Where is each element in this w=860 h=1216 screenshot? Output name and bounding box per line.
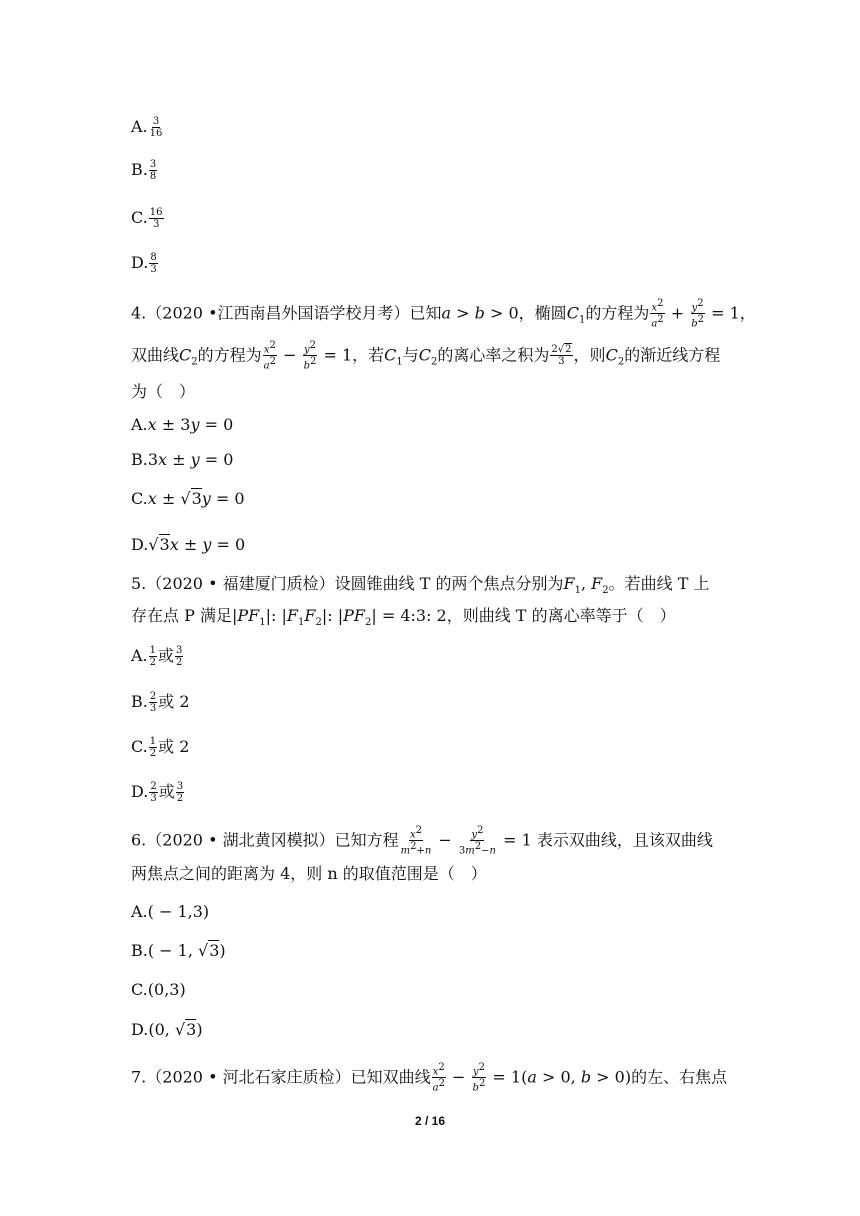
q5-option-b[interactable]: B. $\frac{2}{3}$ 或 2 [131,691,190,714]
q4-stem-line-2: 双曲线$C_2$的方程为 $\frac{x^2}{a^2}$ − $\frac{y^2}{b^2}$ = 1，若$C_1$与$C_2$的离心率之积为 $\frac{2√2}{3}$ ，则$C_2$的渐近线方程 [131,340,721,372]
page-number: 2 / 16 [414,1114,446,1128]
fraction: $\frac{3}{16}$ [149,116,163,139]
fraction: $\frac{3}{2}$ [176,645,183,668]
fraction: $\frac{3}{8}$ [149,159,157,182]
q6-option-c[interactable]: C.(0,3) [131,980,186,999]
option-label: A. [131,117,148,136]
q4-option-d[interactable]: D.√3x ± y = 0 [131,535,246,554]
q4-stem-line-3: 为（ ） [131,382,196,401]
q3-option-c[interactable] [131,206,735,230]
q5-option-c[interactable]: C. $\frac{1}{2}$ 或 2 [131,736,190,759]
q5-stem-line-1: 5.（2020 • 福建厦门质检）设圆锥曲线 T 的两个焦点分别为$F_1$, $F_2$。若曲线 T 上 [131,574,710,597]
fraction: $\frac{y^2}{3m^2-n}$ [458,825,496,857]
q6-stem-line-1: 6.（2020 • 湖北黄冈模拟）已知方程 $\frac{x^2}{m^2+n}$ − $\frac{y^2}{3m^2-n}$ = 1 表示双曲线，且该双曲线 [131,825,713,857]
fraction: $\frac{y^2}{b^2}$ [472,1062,486,1094]
fraction: $\frac{y^2}{b^2}$ [691,298,705,330]
q6-stem-line-2: 两焦点之间的距离为 4，则 n 的取值范围是（ ） [131,864,487,883]
fraction: $\frac{2}{3}$ [150,781,157,804]
question-number: 6. [131,830,147,850]
q3-option-b[interactable] [131,158,735,182]
fraction: $\frac{x^2}{a^2}$ [263,340,276,372]
fraction: $\frac{8}{3}$ [150,252,157,275]
fraction: $\frac{2√2}{3}$ [551,344,572,368]
option-label: C. [131,208,148,227]
q4-option-a[interactable]: A.x ± 3y = 0 [131,415,234,434]
question-source: （2020 •江西南昌外国语学校月考） [146,303,410,323]
question-number: 4. [131,303,147,323]
q7-stem-line-1: 7.（2020 • 河北石家庄质检）已知双曲线 $\frac{x^2}{a^2}$ − $\frac{y^2}{b^2}$ = 1(a > 0, b > 0)的左、右焦点 [131,1062,728,1094]
question-number: 7. [131,1067,147,1087]
q4-option-b[interactable]: B.3x ± y = 0 [131,450,234,469]
q4-stem-line-1: 4.（2020 •江西南昌外国语学校月考）已知a > b > 0，椭圆$C_1$的方程为 $\frac{x^2}{a^2}$ + $\frac{y^2}{b^2}$ = 1， [131,298,756,330]
question-number: 5. [131,574,147,593]
q5-stem-line-2: 存在点 P 满足$|PF_1|$: $|F_1F_2|$: $|PF_2|$ = 4:3: 2，则曲线 T 的离心率等于（ ） [131,606,676,629]
question-source: （2020 • 湖北黄冈模拟） [146,830,335,850]
fraction: $\frac{x^2}{a^2}$ [651,298,664,330]
q4-option-c[interactable]: C.x ± √3y = 0 [131,489,245,508]
fraction: $\frac{1}{2}$ [149,736,157,759]
q3-option-a[interactable] [131,115,735,139]
fraction: $\frac{3}{2}$ [176,781,184,804]
fraction: $\frac{1}{2}$ [149,645,157,668]
fraction: $\frac{x^2}{m^2+n}$ [400,825,432,857]
option-label: D. [131,253,149,272]
fraction: $\frac{x^2}{a^2}$ [432,1062,445,1094]
q3-option-d[interactable] [131,251,735,275]
q5-option-d[interactable]: D. $\frac{2}{3}$ 或 $\frac{3}{2}$ [131,781,184,804]
q6-option-a[interactable]: A.( − 1,3) [131,902,210,921]
question-source: （2020 • 河北石家庄质检） [146,1067,351,1087]
q6-option-b[interactable]: B.( − 1, √3) [131,941,226,960]
option-label: B. [131,160,148,179]
question-source: （2020 • 福建厦门质检） [146,574,335,593]
fraction: $\frac{16}{3}$ [149,207,163,230]
q5-option-a[interactable]: A. $\frac{1}{2}$ 或 $\frac{3}{2}$ [131,645,183,668]
fraction: $\frac{2}{3}$ [149,691,157,714]
q6-option-d[interactable]: D.(0, √3) [131,1020,203,1039]
fraction: $\frac{y^2}{b^2}$ [303,340,317,372]
